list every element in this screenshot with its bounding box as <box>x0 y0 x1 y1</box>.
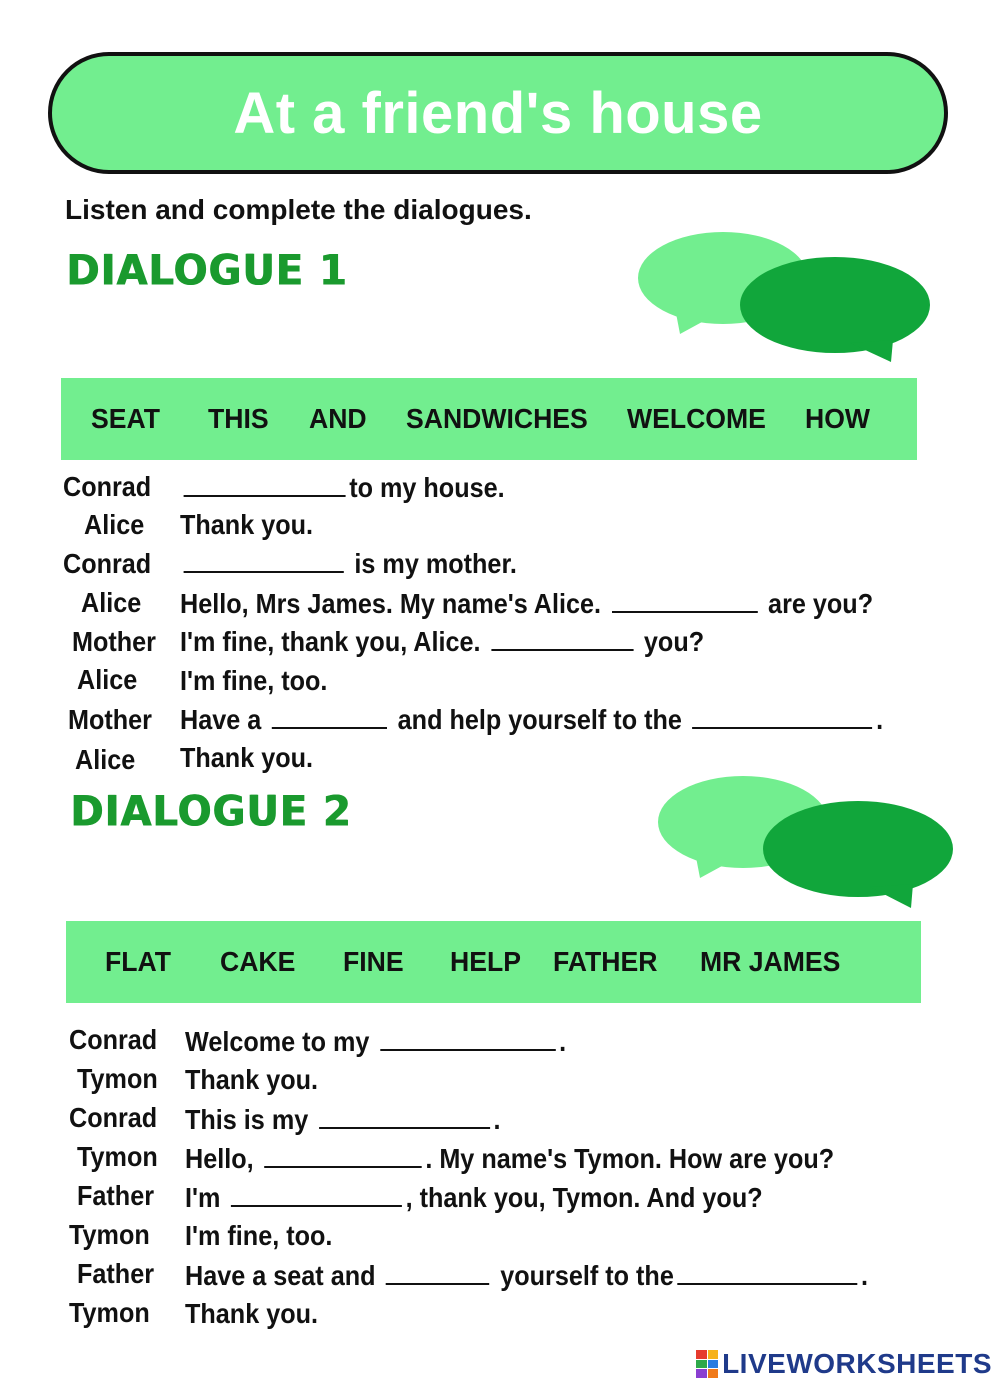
line-text: , thank you, Tymon. And you? <box>405 1182 763 1213</box>
dialogue-line <box>180 547 517 580</box>
line-text: I'm fine, thank you, Alice. <box>180 626 488 657</box>
line-text: and help yourself to the <box>390 704 689 735</box>
dialogue-line <box>180 509 313 541</box>
speaker-label: Tymon <box>69 1219 150 1250</box>
line-text: I'm fine, too. <box>180 665 328 696</box>
speaker-label: Conrad <box>69 1102 158 1133</box>
speaker-label: Tymon <box>69 1297 150 1328</box>
answer-blank[interactable] <box>677 1259 857 1285</box>
line-text: Thank you. <box>180 742 314 773</box>
line-text: Hello, Mrs James. My name's Alice. <box>180 588 609 619</box>
line-text: . <box>876 704 884 735</box>
line-text: you? <box>636 626 705 657</box>
dialogue-line <box>180 471 505 504</box>
page-title: At a friend's house <box>233 80 763 146</box>
answer-blank[interactable] <box>272 703 387 729</box>
instruction-text: Listen and complete the dialogues. <box>65 194 532 225</box>
answer-blank[interactable] <box>184 547 344 573</box>
line-text: Hello, <box>185 1143 261 1174</box>
word-bank-item: MR JAMES <box>700 946 841 977</box>
speaker-label: Conrad <box>63 548 152 579</box>
dialogue-line <box>185 1298 318 1330</box>
line-text: This is my <box>185 1104 316 1135</box>
answer-blank[interactable] <box>319 1103 490 1129</box>
line-text: is my mother. <box>347 548 517 579</box>
word-bank-2 <box>66 921 921 1003</box>
answer-blank[interactable] <box>491 625 633 651</box>
line-text: Thank you. <box>185 1298 319 1329</box>
dialogue-line <box>185 1025 566 1058</box>
speech-bubbles-icon <box>655 772 960 912</box>
word-bank-item: FATHER <box>553 946 658 977</box>
answer-blank[interactable] <box>380 1025 556 1051</box>
answer-blank[interactable] <box>693 703 873 729</box>
liveworksheets-logo[interactable] <box>696 1348 992 1380</box>
answer-blank[interactable] <box>184 471 346 497</box>
word-bank-item: HOW <box>805 403 871 434</box>
answer-blank[interactable] <box>264 1142 422 1168</box>
line-text: are you? <box>761 588 874 619</box>
line-text: I'm <box>185 1182 228 1213</box>
answer-blank[interactable] <box>231 1181 402 1207</box>
line-text: . <box>861 1260 869 1291</box>
liveworksheets-brand: LIVEWORKSHEETS <box>722 1348 992 1379</box>
dialogue-line <box>180 742 313 774</box>
line-text: Thank you. <box>180 509 314 540</box>
line-text: . <box>559 1026 567 1057</box>
dialogue-line <box>180 587 873 620</box>
speaker-label: Mother <box>68 704 152 735</box>
word-bank-1 <box>61 378 917 460</box>
dialogue-line <box>185 1220 332 1252</box>
dialogue-1-heading: DIALOGUE 1 <box>66 246 348 296</box>
answer-blank[interactable] <box>612 587 758 613</box>
line-text: . My name's Tymon. How are you? <box>425 1143 835 1174</box>
dialogue-line <box>185 1259 868 1292</box>
word-bank-item: THIS <box>208 403 269 434</box>
title-banner <box>48 52 948 174</box>
line-text: . <box>493 1104 501 1135</box>
speaker-label: Father <box>77 1258 155 1289</box>
dialogue-line <box>185 1064 318 1096</box>
line-text: Thank you. <box>185 1064 319 1095</box>
speaker-label: Father <box>77 1180 155 1211</box>
speaker-label: Alice <box>77 664 138 695</box>
dialogue-line <box>185 1103 500 1136</box>
speaker-label: Alice <box>81 587 142 618</box>
word-bank-item: CAKE <box>220 946 296 977</box>
word-bank-item: SANDWICHES <box>406 403 588 434</box>
speaker-label: Alice <box>84 509 145 540</box>
dialogue-line <box>185 1181 763 1214</box>
speaker-label: Tymon <box>77 1141 158 1172</box>
word-bank-item: SEAT <box>91 403 160 434</box>
word-bank-item: WELCOME <box>627 403 766 434</box>
speaker-label: Conrad <box>63 471 152 502</box>
speaker-label: Conrad <box>69 1024 158 1055</box>
line-text: Have a <box>180 704 269 735</box>
line-text: I'm fine, too. <box>185 1220 333 1251</box>
line-text: yourself to the <box>493 1260 674 1291</box>
dialogue-line <box>180 703 883 736</box>
speech-bubbles-icon <box>635 228 940 368</box>
speaker-label: Tymon <box>77 1063 158 1094</box>
word-bank-item: AND <box>309 403 367 434</box>
line-text: to my house. <box>349 472 505 503</box>
answer-blank[interactable] <box>386 1259 490 1285</box>
speaker-label: Alice <box>75 744 136 775</box>
line-text: Have a seat and <box>185 1260 383 1291</box>
dialogue-line <box>180 625 704 658</box>
dialogue-line <box>185 1142 834 1175</box>
dialogue-2-heading: DIALOGUE 2 <box>70 787 352 837</box>
dialogue-line <box>180 665 327 697</box>
liveworksheets-logo-icon <box>696 1350 718 1378</box>
word-bank-item: FINE <box>343 946 404 977</box>
word-bank-item: FLAT <box>105 946 171 977</box>
line-text: Welcome to my <box>185 1026 377 1057</box>
word-bank-item: HELP <box>450 946 521 977</box>
speaker-label: Mother <box>72 626 156 657</box>
